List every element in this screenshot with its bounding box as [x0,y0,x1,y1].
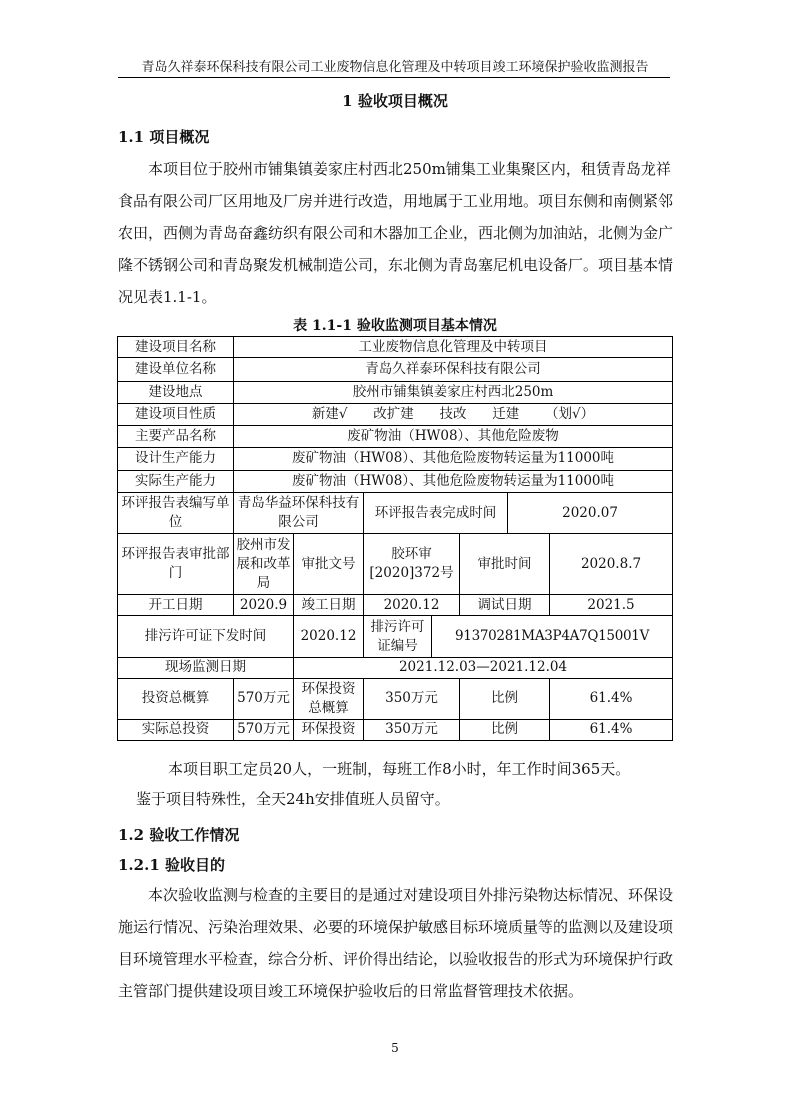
table-row [118,534,673,595]
section-heading-1-2: 1.2 验收工作情况 [118,826,240,844]
cell-value: 胶州市铺集镇姜家庄村西北250m [234,381,673,403]
page-header: 青岛久祥泰环保科技有限公司工业废物信息化管理及中转项目竣工环境保护验收监测报告 [141,60,649,75]
table-row [118,403,673,425]
row-label: 实际总投资 [118,719,234,740]
row-label: 实际生产能力 [118,470,234,492]
cell-value: 2020.12 [364,595,460,616]
cell-value: 工业废物信息化管理及中转项目 [234,337,673,358]
cell-value: 废矿物油（HW08）、其他危险废物 [234,426,673,448]
cell-value: 2020.07 [508,492,673,534]
cell-value: 91370281MA3P4A7Q15001V [432,616,673,658]
section-heading-1-1: 1.1 项目概况 [118,128,210,146]
cell-label: 比例 [460,719,550,740]
project-overview-paragraph: 本项目位于胶州市铺集镇姜家庄村西北250m铺集工业集聚区内，租赁青岛龙祥食品有限公司厂区用地及厂房并进行改造，用地属于工业用地。项目东侧和南侧紧邻农田，西侧为青岛奋鑫纺织有限公司和木器加工企业，西北侧为加油站，北侧为金广隆不锈钢公司和青岛聚发机械制造公司，东北侧为青岛塞尼机电设备厂。项目基本情况见表1.1-1。 [118,160,674,306]
cell-label: 环保投资总概算 [294,679,364,720]
table-row [118,616,673,658]
row-label: 建设单位名称 [118,358,234,381]
duty-paragraph: 鉴于项目特殊性，全天24h安排值班人员留守。 [136,790,450,808]
cell-label: 环评报告表完成时间 [364,492,508,534]
cell-value: 350万元 [364,679,460,720]
row-label: 环评报告表审批部门 [118,534,234,595]
table-row [118,381,673,403]
staffing-paragraph: 本项目职工定员20人，一班制，每班工作8小时，年工作时间365天。 [168,760,631,778]
acceptance-purpose-paragraph: 本次验收监测与检查的主要目的是通过对建设项目外排污染物达标情况、环保设施运行情况、污染治理效果、必要的环境保护敏感目标环境质量等的监测以及建设项目环境管理水平检查，综合分析、评价得出结论，以验收报告的形式为环境保护行政主管部门提供建设项目竣工环境保护验收后的日常监督管理技术依据。 [118,886,674,1000]
cell-value: 胶环审[2020]372号 [364,534,460,595]
cell-label: 审批文号 [294,534,364,595]
row-label: 排污许可证下发时间 [118,616,294,658]
project-basic-info-table [117,336,673,741]
cell-label: 比例 [460,679,550,720]
page-number: 5 [391,1041,399,1055]
cell-value: 2020.12 [294,616,364,658]
cell-label: 排污许可证编号 [364,616,432,658]
cell-value: 废矿物油（HW08）、其他危险废物转运量为11000吨 [234,470,673,492]
table-row [118,595,673,616]
section-heading-1-2-1: 1.2.1 验收目的 [118,856,225,874]
table-caption: 表 1.1-1 验收监测项目基本情况 [293,318,497,334]
cell-value: 350万元 [364,719,460,740]
cell-value: 61.4% [550,719,673,740]
row-label: 投资总概算 [118,679,234,720]
table-row [118,492,673,534]
cell-value: 570万元 [234,679,294,720]
table-row [118,448,673,470]
row-label: 环评报告表编写单位 [118,492,234,534]
cell-value: 新建√ 改扩建 技改 迁建 （划√） [234,403,673,425]
table-row [118,657,673,678]
row-label: 建设地点 [118,381,234,403]
cell-value: 2020.9 [234,595,294,616]
table-row [118,337,673,358]
row-label: 建设项目性质 [118,403,234,425]
cell-label: 环保投资 [294,719,364,740]
table-row [118,358,673,381]
table-row [118,426,673,448]
cell-value: 胶州市发展和改革局 [234,534,294,595]
row-label: 开工日期 [118,595,234,616]
cell-value: 青岛华益环保科技有限公司 [234,492,364,534]
row-label: 设计生产能力 [118,448,234,470]
cell-value: 2020.8.7 [550,534,673,595]
cell-value: 570万元 [234,719,294,740]
cell-label: 竣工日期 [294,595,364,616]
cell-label: 调试日期 [460,595,550,616]
cell-label: 审批时间 [460,534,550,595]
chapter-title: 1 验收项目概况 [342,92,448,110]
row-label: 主要产品名称 [118,426,234,448]
cell-value: 2021.5 [550,595,673,616]
cell-value: 2021.12.03—2021.12.04 [294,657,673,678]
table-row [118,679,673,720]
row-label: 建设项目名称 [118,337,234,358]
cell-value: 青岛久祥泰环保科技有限公司 [234,358,673,381]
header-divider [118,77,670,78]
row-label: 现场监测日期 [118,657,294,678]
cell-value: 61.4% [550,679,673,720]
table-row [118,470,673,492]
table-row [118,719,673,740]
cell-value: 废矿物油（HW08）、其他危险废物转运量为11000吨 [234,448,673,470]
